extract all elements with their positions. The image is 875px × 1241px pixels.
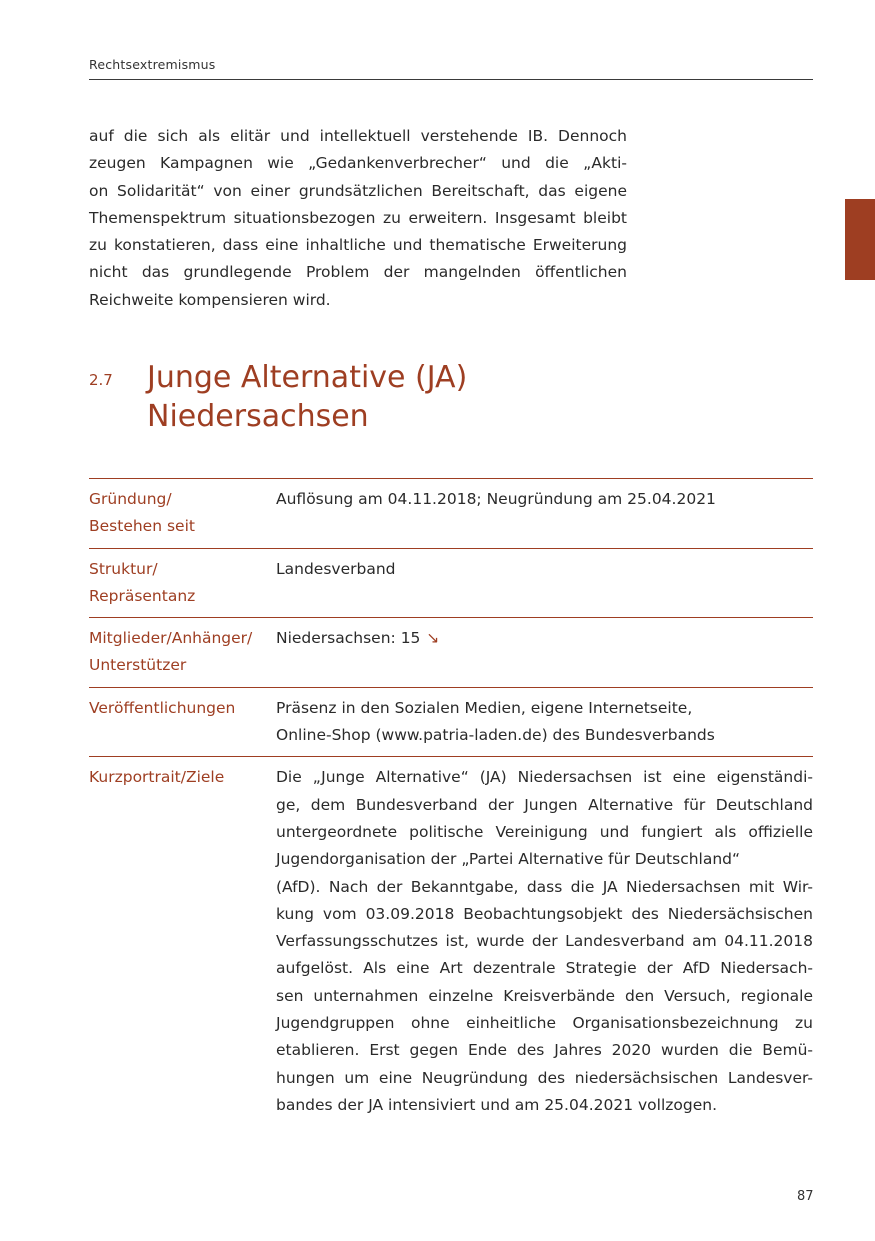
table-row-veroeffentlichungen <box>89 688 813 758</box>
section-number: 2.7 <box>89 371 113 389</box>
row-value <box>276 625 813 680</box>
section-title-line: Niedersachsen <box>147 399 369 434</box>
row-label-line: Gründung/ <box>89 490 172 508</box>
row-label-line: Struktur/ <box>89 559 158 578</box>
row-label <box>89 695 276 750</box>
table-row-kurzportrait <box>89 757 813 1126</box>
portrait-line: sen unternahmen einzelne Kreisverbände den Versuch, regionale <box>276 986 813 1005</box>
trend-down-icon: ↘ <box>426 629 440 648</box>
row-value <box>276 764 813 1119</box>
row-value-line: Präsenz in den Sozialen Medien, eigene Internetseite, <box>276 698 693 717</box>
portrait-line: aufgelöst. Als eine Art dezentrale Strategie der AfD Niedersach- <box>276 959 813 978</box>
portrait-line: hungen um eine Neugründung des niedersächsischen Landesver- <box>276 1068 813 1087</box>
member-count: Niedersachsen: 15 <box>276 629 421 648</box>
row-label-line: Bestehen seit <box>89 517 195 536</box>
row-label <box>89 486 276 541</box>
chapter-side-tab <box>845 199 875 280</box>
intro-paragraph <box>89 123 627 314</box>
portrait-line: (AfD). Nach der Bekanntgabe, dass die JA Niedersachsen mit Wir- <box>276 877 813 896</box>
table-row-gruendung <box>89 479 813 549</box>
portrait-line: ge, dem Bundesverband der Jungen Alternative für Deutschland <box>276 795 813 814</box>
row-value-line <box>276 625 813 652</box>
intro-line: auf die sich als elitär und intellektuell verstehende IB. Dennoch <box>89 127 627 145</box>
row-value <box>276 556 813 611</box>
row-label <box>89 556 276 611</box>
row-value-line: Landesverband <box>276 559 396 578</box>
table-row-struktur <box>89 549 813 619</box>
intro-line: on Solidarität“ von einer grundsätzlichen Bereitschaft, das eigene <box>89 181 627 200</box>
section-title <box>147 358 467 436</box>
intro-line: Themenspektrum situationsbezogen zu erweitern. Insgesamt bleibt <box>89 208 627 227</box>
row-value <box>276 695 813 750</box>
row-value-line: Auflösung am 04.11.2018; Neugründung am 25.04.2021 <box>276 490 716 508</box>
row-label <box>89 764 276 1119</box>
portrait-line: kung vom 03.09.2018 Beobachtungsobjekt des Niedersächsischen <box>276 904 813 923</box>
portrait-line: bandes der JA intensiviert und am 25.04.2021 vollzogen. <box>276 1095 718 1114</box>
row-value-line: Online-Shop (www.patria-laden.de) des Bundesverbands <box>276 726 715 745</box>
row-label-line: Repräsentanz <box>89 586 196 605</box>
running-head: Rechtsextremismus <box>89 57 216 72</box>
intro-line: Reichweite kompensieren wird. <box>89 290 331 309</box>
intro-line: zu konstatieren, dass eine inhaltliche und thematische Erweiterung <box>89 236 627 255</box>
portrait-line: etablieren. Erst gegen Ende des Jahres 2020 wurden die Bemü- <box>276 1041 813 1060</box>
portrait-line: Verfassungsschutzes ist, wurde der Landesverband am 04.11.2018 <box>276 932 813 951</box>
table-row-mitglieder <box>89 618 813 688</box>
intro-line: zeugen Kampagnen wie „Gedankenverbrecher“ und die „Akti- <box>89 154 627 173</box>
row-label-line: Kurzportrait/Ziele <box>89 768 225 787</box>
header-rule <box>89 79 813 80</box>
row-label-line: Veröffentlichungen <box>89 698 236 717</box>
intro-line: nicht das grundlegende Problem der mangelnden öffentlichen <box>89 263 627 282</box>
section-title-line: Junge Alternative (JA) <box>147 360 468 395</box>
row-value <box>276 486 813 541</box>
portrait-line: Jugendgruppen ohne einheitliche Organisationsbezeichnung zu <box>276 1014 813 1033</box>
row-label-line: Unterstützer <box>89 656 187 675</box>
portrait-line: Jugendorganisation der „Partei Alternative für Deutschland“ <box>276 850 741 869</box>
row-label <box>89 625 276 680</box>
row-label-line: Mitglieder/Anhänger/ <box>89 629 253 648</box>
portrait-line: untergeordnete politische Vereinigung und fungiert als offizielle <box>276 822 813 841</box>
portrait-line: Die „Junge Alternative“ (JA) Niedersachsen ist eine eigenständi- <box>276 768 813 787</box>
info-table <box>89 478 813 1126</box>
page-number: 87 <box>797 1189 814 1204</box>
